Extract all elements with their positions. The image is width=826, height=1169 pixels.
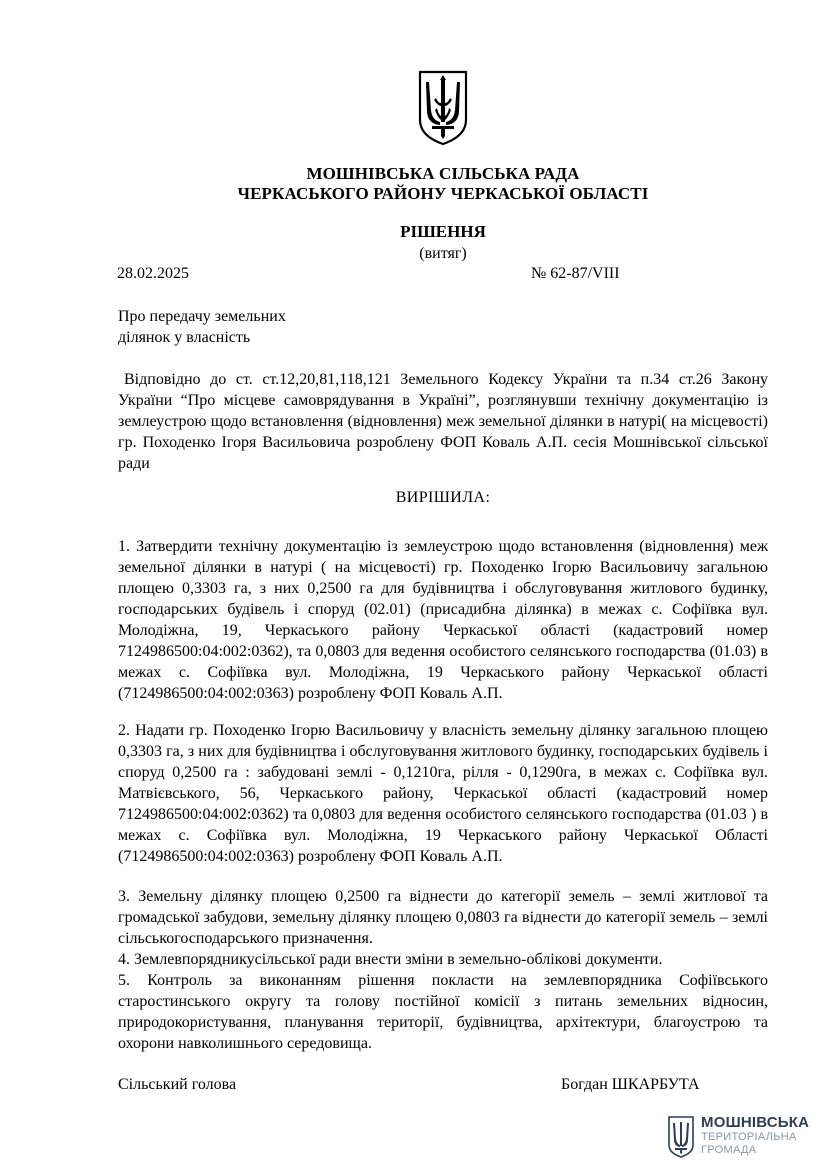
org-district: ЧЕРКАСЬКОГО РАЙОНУ ЧЕРКАСЬКОЇ ОБЛАСТІ (237, 184, 649, 203)
subject-line: ділянок у власність (118, 329, 251, 346)
signatory-role: Сільський голова (118, 1076, 237, 1093)
document-number: № 62-87/VIII (531, 265, 620, 282)
resolution-item: 5. Контроль за виконанням рішення покласти на землевпорядника Софіївського старостинського округу та голову постійної комісії з питань земельних відносин, природокористування, планування території, будівництва, архітектури, благоустрою та охорони навколишнього середовища. (118, 972, 768, 1052)
logo-title: МОШНІВСЬКА (701, 1114, 810, 1131)
logo-text (701, 1115, 809, 1157)
community-logo (667, 1113, 810, 1161)
resolution-item: 4. Землевпорядникусільської ради внести зміни в земельно-облікові документи. (118, 951, 663, 968)
document-subtype: (витяг) (419, 245, 467, 262)
trident-icon (667, 1115, 695, 1159)
org-name: МОШНІВСЬКА СІЛЬСЬКА РАДА (306, 164, 580, 183)
document-subject (118, 306, 286, 348)
signatory-name: Богдан ШКАРБУТА (561, 1076, 700, 1093)
resolution-item: 3. Земельну ділянку площею 0,2500 га віднести до категорії земель – землі житлової та громадської забудови, земельну ділянку площею 0,0803 га віднести до категорії земель – землі сільськогосподарського призначення. (118, 888, 768, 947)
document-date: 28.02.2025 (117, 265, 189, 282)
logo-subtitle: ГРОМАДА (701, 1144, 757, 1156)
subject-line: Про передачу земельних (118, 308, 286, 325)
resolved-heading: ВИРІШИЛА: (395, 489, 491, 506)
preamble-paragraph: Відповідно до ст. ст.12,20,81,118,121 Земельного Кодексу України та п.34 ст.26 Закону України “Про місцеве самоврядування в Україні”, розглянувши технічну документацію із землеустрою щодо встановлення (відновлення) меж земельної ділянки в натурі( на місцевості) гр. Походенко Ігоря Васильовича розроблену ФОП Коваль А.П. сесія Мошнівської сільської ради (118, 371, 768, 472)
resolution-item: 2. Надати гр. Походенко Ігорю Васильовичу у власність земельну ділянку загальною площею 0,3303 га, з них для будівництва і обслуговування житлового будинку, господарських будівель і споруд 0,2500 га : забудовані землі - 0,1210га, рілля - 0,1290га, в межах с. Софіївка вул. Матвієвського, 56, Черкаського району, Черкаської області (кадастровий номер 7124986500:04:002:0362) та 0,0803 для ведення особистого селянського господарства (01.03 ) в межах с. Софіївка вул. Молодіжна, 19 Черкаського району Черкаської Області (7124986500:04:002:0363) розроблену ФОП Коваль А.П. (118, 722, 768, 865)
document-type: РІШЕННЯ (400, 222, 486, 241)
trident-coat-of-arms-icon (418, 70, 468, 146)
logo-subtitle: ТЕРИТОРІАЛЬНА (701, 1131, 797, 1143)
resolution-item: 1. Затвердити технічну документацію із землеустрою щодо встановлення (відновлення) меж земельної ділянки в натурі ( на місцевості) гр. Походенко Ігорю Васильовичу загальною площею 0,3303 га, з них 0,2500 га для будівництва і обслуговування житлового будинку, господарських будівель і споруд (02.01) (присадибна ділянка) в межах с. Софіївка вул. Молодіжна, 19, Черкаського району Черкаської області (кадастровий номер 7124986500:04:002:0362), та 0,0803 для ведення особистого селянського господарства (01.03) в межах с. Софіївка вул. Молодіжна, 19 Черкаського району Черкаської області (7124986500:04:002:0363) розроблену ФОП Коваль А.П. (118, 538, 768, 702)
